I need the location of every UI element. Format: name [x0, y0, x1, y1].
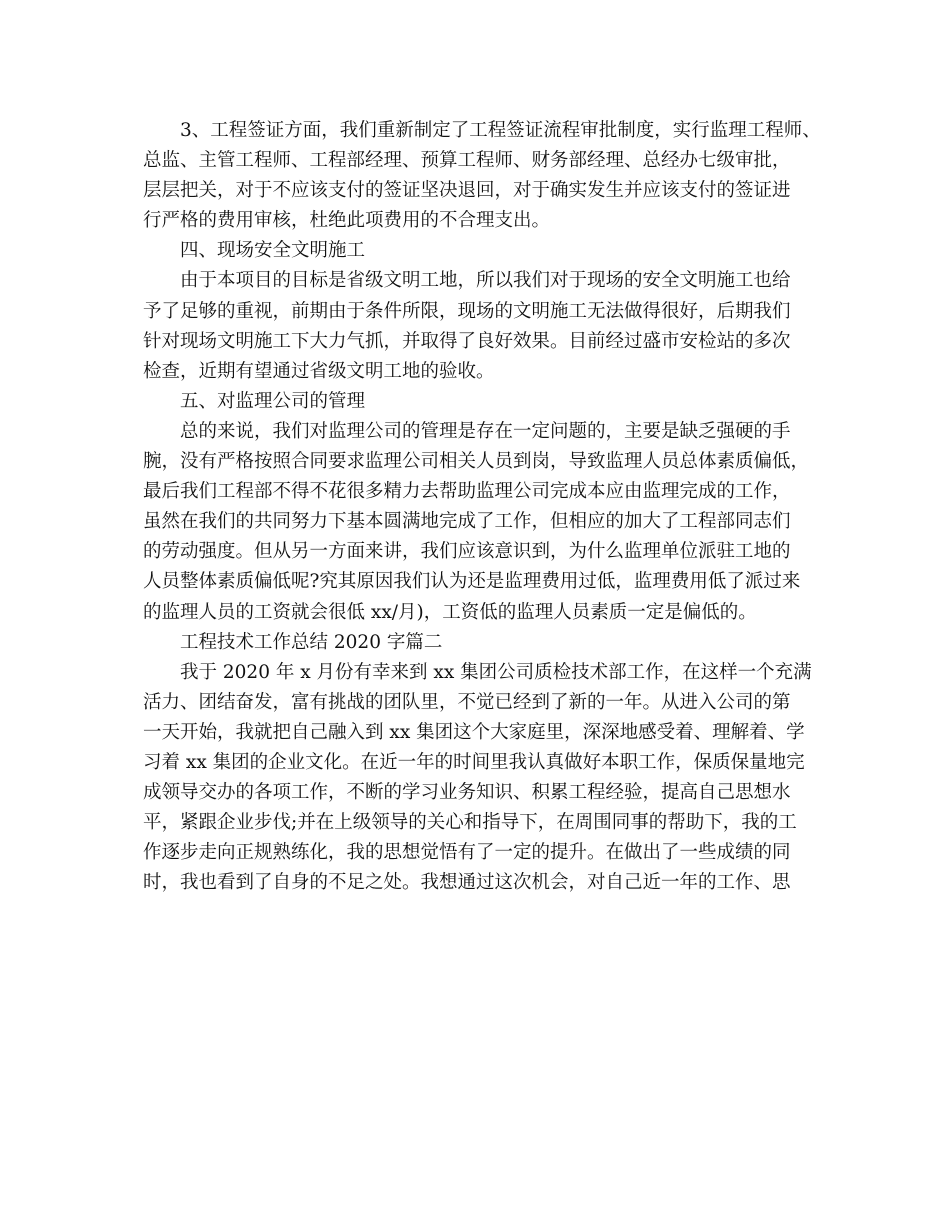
text-line: 时，我也看到了自身的不足之处。我想通过这次机会，对自己近一年的工作、思: [143, 872, 791, 894]
text-line: 3、工程签证方面，我们重新制定了工程签证流程审批制度，实行监理工程师、: [180, 120, 821, 141]
text-line: 四、现场安全文明施工: [180, 240, 366, 262]
text-line: 成领导交办的各项工作，不断的学习业务知识、积累工程经验，提高自己思想水: [143, 782, 791, 804]
text-line: 由于本项目的目标是省级文明工地，所以我们对于现场的安全文明施工也给: [180, 270, 791, 292]
text-line: 总的来说，我们对监理公司的管理是存在一定问题的，主要是缺乏强硬的手: [180, 420, 791, 442]
document-body: [143, 116, 823, 898]
text-line: 最后我们工程部不得不花很多精力去帮助监理公司完成本应由监理完成的工作，: [143, 481, 791, 503]
text-line: 我于 2020 年 x 月份有幸来到 xx 集团公司质检技术部工作，在这样一个充满: [180, 661, 812, 683]
text-line: 习着 xx 集团的企业文化。在近一年的时间里我认真做好本职工作，保质保量地完: [143, 751, 805, 773]
text-line: 人员整体素质偏低呢?究其原因我们认为还是监理费用过低，监理费用低了派过来: [143, 571, 801, 593]
text-line: 一天开始，我就把自己融入到 xx 集团这个大家庭里，深深地感受着、理解着、学: [143, 721, 805, 743]
text-line: 五、对监理公司的管理: [180, 390, 366, 412]
text-line: 作逐步走向正规熟练化，我的思想觉悟有了一定的提升。在做出了一些成绩的同: [143, 842, 791, 864]
text-line: 平，紧跟企业步伐;并在上级领导的关心和指导下，在周围同事的帮助下，我的工: [143, 812, 797, 834]
text-line: 工程技术工作总结 2020 字篇二: [180, 631, 443, 653]
text-line: 检查，近期有望通过省级文明工地的验收。: [143, 360, 495, 382]
text-line: 活力、团结奋发，富有挑战的团队里，不觉已经到了新的一年。从进入公司的第: [143, 691, 791, 713]
text-line: 的监理人员的工资就会很低 xx/月)，工资低的监理人员素质一定是偏低的。: [143, 601, 757, 623]
text-line: 的劳动强度。但从另一方面来讲，我们应该意识到，为什么监理单位派驻工地的: [143, 541, 791, 563]
text-line: 针对现场文明施工下大力气抓，并取得了良好效果。目前经过盛市安检站的多次: [143, 330, 791, 352]
text-line: 行严格的费用审核，杜绝此项费用的不合理支出。: [143, 210, 551, 232]
text-line: 总监、主管工程师、工程部经理、预算工程师、财务部经理、总经办七级审批，: [143, 150, 791, 172]
text-line: 腕，没有严格按照合同要求监理公司相关人员到岗，导致监理人员总体素质偏低，: [143, 451, 810, 473]
text-line: 虽然在我们的共同努力下基本圆满地完成了工作，但相应的加大了工程部同志们: [143, 511, 791, 533]
text-line: 层层把关，对于不应该支付的签证坚决退回，对于确实发生并应该支付的签证进: [143, 180, 791, 202]
text-line: 予了足够的重视，前期由于条件所限，现场的文明施工无法做得很好，后期我们: [143, 300, 791, 322]
